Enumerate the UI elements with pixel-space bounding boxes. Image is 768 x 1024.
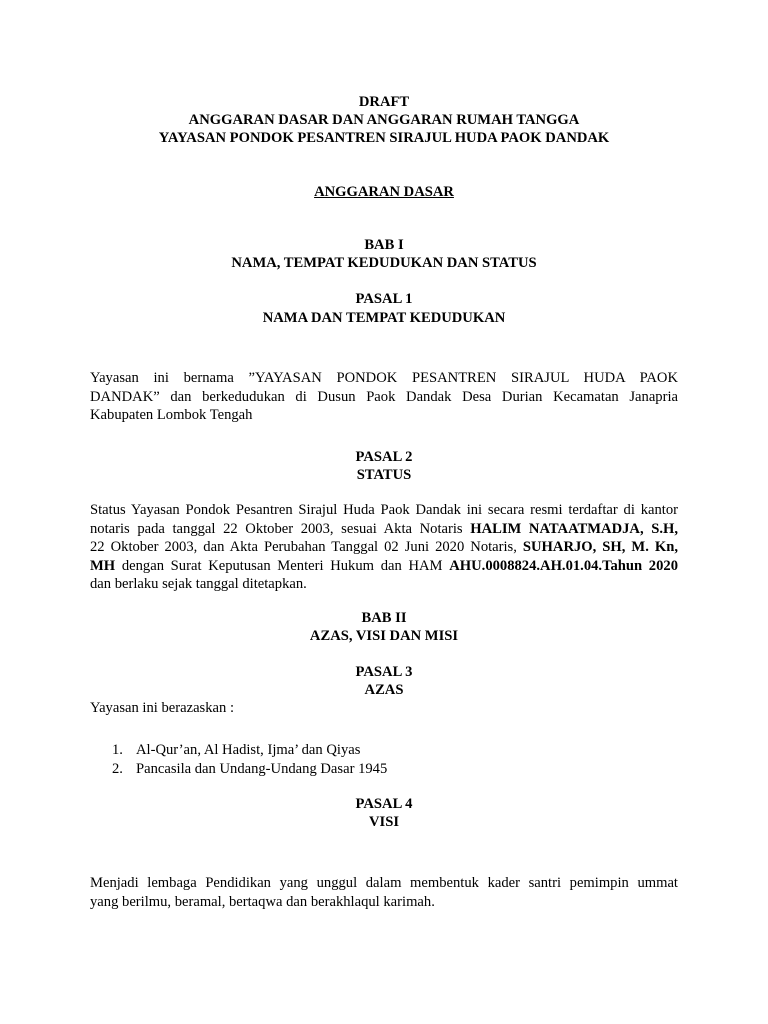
paragraph-text: notaris pada tanggal 22 Oktober 2003, sesuai Akta Notaris [90, 520, 471, 537]
draft-label: DRAFT [358, 94, 410, 110]
document-title: ANGGARAN DASAR DAN ANGGARAN RUMAH TANGGA [188, 112, 580, 128]
bab2-title: AZAS, VISI DAN MISI [309, 628, 459, 644]
pasal2-paragraph [90, 501, 678, 594]
pasal4-title: VISI [368, 814, 399, 830]
bab1-label: BAB I [364, 237, 404, 253]
pasal4-label: PASAL 4 [355, 796, 413, 812]
pasal3-label: PASAL 3 [355, 664, 413, 680]
paragraph-line: Kabupaten Lombok Tengah [90, 407, 253, 423]
bab1-title: NAMA, TEMPAT KEDUDUKAN DAN STATUS [231, 255, 537, 271]
notary-title: MH [90, 557, 116, 574]
paragraph-text: 22 Oktober 2003, dan Akta Perubahan Tanggal 02 Juni 2020 Notaris, [90, 539, 523, 555]
section-title: ANGGARAN DASAR [314, 184, 454, 200]
paragraph-line [90, 520, 678, 539]
organization-name: YAYASAN PONDOK PESANTREN SIRAJUL HUDA PAOK DANDAK [158, 130, 610, 146]
paragraph-text: dengan Surat Keputusan Menteri Hukum dan HAM [115, 557, 450, 574]
pasal1-title: NAMA DAN TEMPAT KEDUDUKAN [262, 310, 506, 326]
paragraph-line [90, 538, 678, 557]
paragraph-line: DANDAK” dan berkedudukan di Dusun Paok Dandak Desa Durian Kecamatan Janapria [90, 388, 678, 405]
pasal3-title: AZAS [364, 682, 404, 698]
list-item: Pancasila dan Undang-Undang Dasar 1945 [136, 761, 388, 777]
paragraph-line: Yayasan ini bernama ”YAYASAN PONDOK PESANTREN SIRAJUL HUDA PAOK [90, 370, 678, 386]
bab2-label: BAB II [361, 610, 407, 626]
paragraph-line: Menjadi lembaga Pendidikan yang unggul dalam membentuk kader santri pemimpin ummat [90, 875, 678, 891]
paragraph-line: Status Yayasan Pondok Pesantren Sirajul Huda Paok Dandak ini secara resmi terdaftar di kantor [90, 502, 678, 518]
pasal1-label: PASAL 1 [355, 291, 413, 307]
list-item-number: 2. [112, 761, 123, 777]
notary-name: HALIM NATAATMADJA, S.H, [470, 520, 679, 537]
paragraph-line: yang berilmu, beramal, bertaqwa dan berakhlaqul karimah. [90, 893, 435, 910]
pasal2-label: PASAL 2 [355, 449, 413, 465]
list-item-number: 1. [112, 742, 123, 758]
pasal1-paragraph [90, 369, 678, 425]
pasal2-title: STATUS [356, 467, 412, 483]
list-item: Al-Qur’an, Al Hadist, Ijma’ dan Qiyas [136, 742, 361, 758]
decree-number: AHU.0008824.AH.01.04.Tahun 2020 [449, 557, 678, 574]
pasal4-paragraph [90, 874, 678, 911]
notary-name: SUHARJO, SH, M. Kn, [522, 539, 678, 555]
paragraph-line: dan berlaku sejak tanggal ditetapkan. [90, 576, 307, 592]
paragraph-line [90, 557, 678, 576]
pasal3-intro: Yayasan ini berazaskan : [90, 700, 235, 716]
